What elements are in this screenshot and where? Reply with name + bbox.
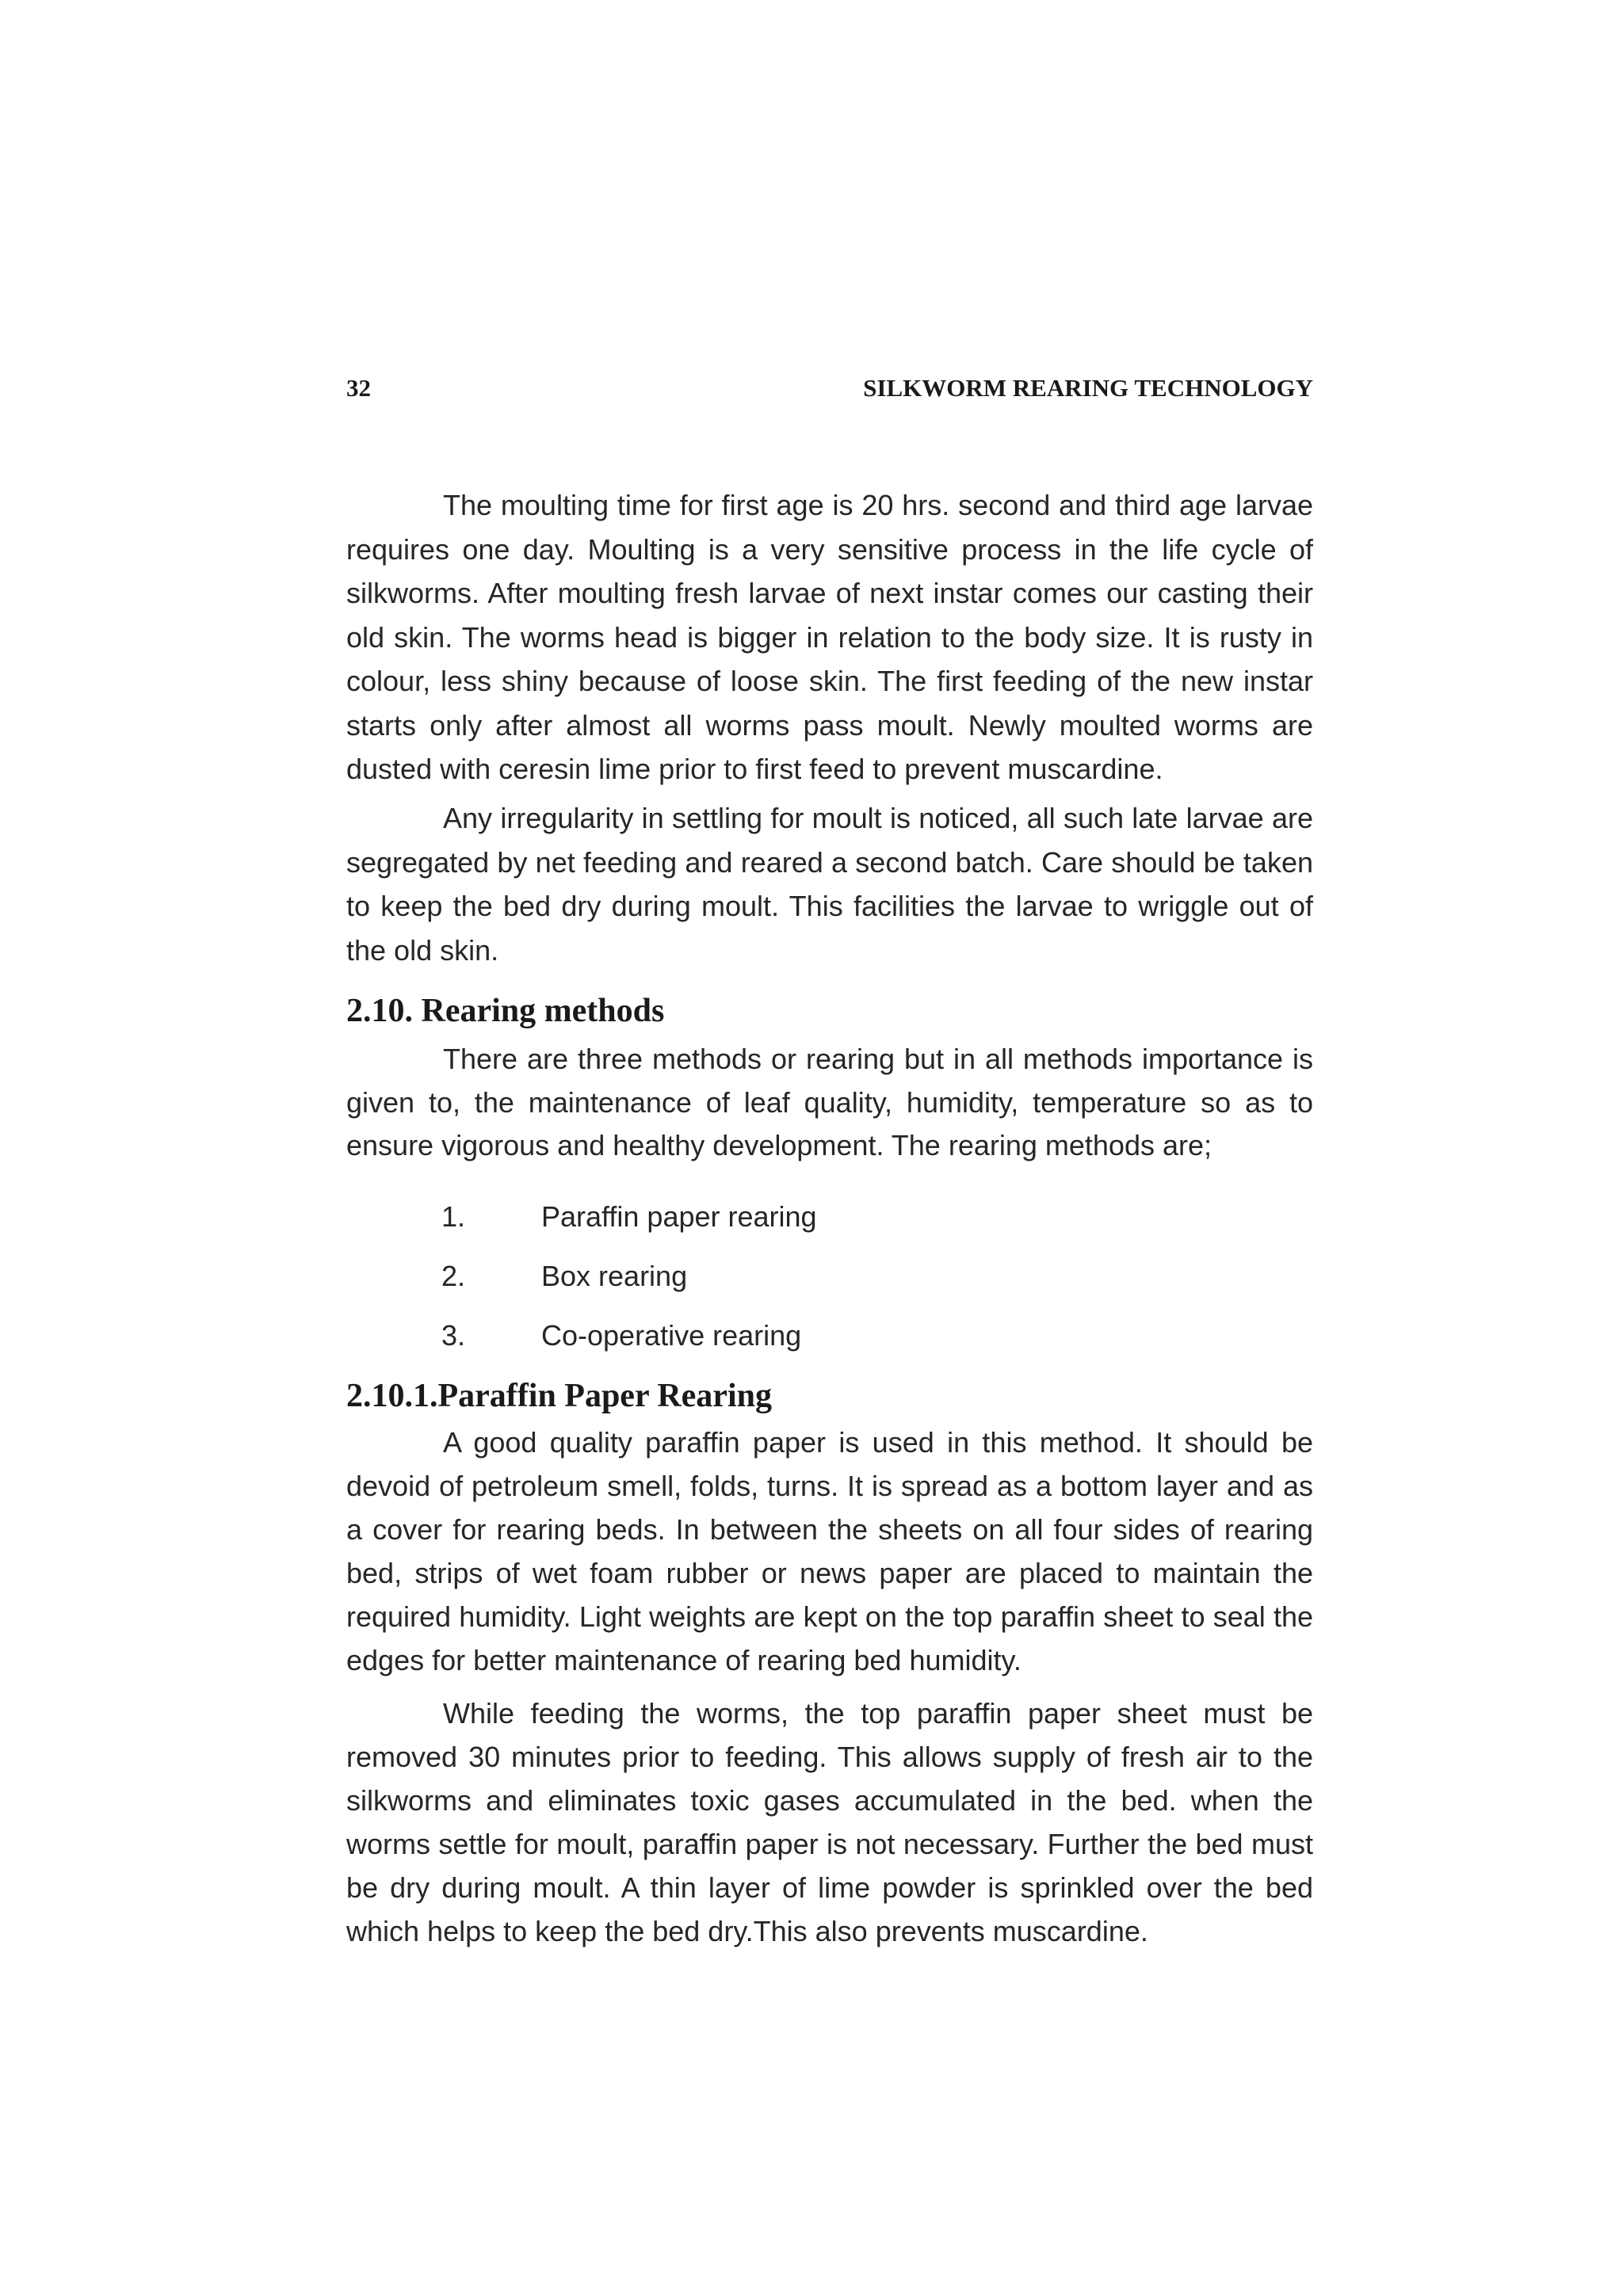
- moulting-paragraph-block: [346, 483, 1313, 791]
- section-heading-paraffin-paper-rearing: 2.10.1.Paraffin Paper Rearing: [346, 1378, 772, 1414]
- paraffin-paragraph-2-block: [346, 1691, 1313, 1953]
- list-item-number: 2.: [441, 1260, 466, 1292]
- methods-intro-paragraph: There are three methods or rearing but in all methods importance is given to, the maintenance of leaf quality, humidity, temperature so as to ensure vigorous and healthy development. The rearing methods are;: [346, 1043, 1313, 1161]
- irregularity-paragraph-block: [346, 796, 1313, 972]
- list-item-number: 1.: [441, 1200, 466, 1233]
- list-item-number: 3.: [441, 1319, 466, 1352]
- list-item: [441, 1315, 996, 1375]
- list-item-label: Box rearing: [541, 1260, 688, 1292]
- rearing-methods-list: [441, 1196, 996, 1375]
- paraffin-paragraph-1: A good quality paraffin paper is used in this method. It should be devoid of petroleum smell, folds, turns. It is spread as a bottom layer and as a cover for rearing beds. In between the sheets on all four sides of rearing bed, strips of wet foam rubber or news paper are placed to maintain the required humidity. Light weights are kept on the top paraffin sheet to seal the edges for better maintenance of rearing bed humidity.: [346, 1426, 1313, 1676]
- section-heading-rearing-methods: 2.10. Rearing methods: [346, 993, 665, 1029]
- paraffin-paragraph-1-block: [346, 1421, 1313, 1682]
- book-title: SILKWORM REARING TECHNOLOGY: [863, 374, 1313, 402]
- page-number: 32: [346, 374, 371, 402]
- running-head: [346, 372, 1313, 404]
- list-item: [441, 1196, 996, 1256]
- moulting-paragraph: The moulting time for first age is 20 hrs. second and third age larvae requires one day. Moulting is a very sensitive process in the life cycle of silkworms. After moulting fresh larvae of next instar comes our casting their old skin. The worms head is bigger in relation to the body size. It is rusty in colour, less shiny because of loose skin. The first feeding of the new instar starts only after almost all worms pass moult. Newly moulted worms are dusted with ceresin lime prior to first feed to prevent muscardine.: [346, 489, 1313, 785]
- list-item: [441, 1256, 996, 1315]
- list-item-label: Paraffin paper rearing: [541, 1200, 817, 1233]
- irregularity-paragraph: Any irregularity in settling for moult is noticed, all such late larvae are segregated by net feeding and reared a second batch. Care should be taken to keep the bed dry during moult. This facilities the larvae to wriggle out of the old skin.: [346, 802, 1313, 967]
- list-item-label: Co-operative rearing: [541, 1319, 802, 1352]
- methods-intro-block: [346, 1038, 1313, 1168]
- paraffin-paragraph-2: While feeding the worms, the top paraffin paper sheet must be removed 30 minutes prior to feeding. This allows supply of fresh air to the silkworms and eliminates toxic gases accumulated in the bed. when the worms settle for moult, paraffin paper is not necessary. Further the bed must be dry during moult. A thin layer of lime powder is sprinkled over the bed which helps to keep the bed dry.This also prevents muscardine.: [346, 1697, 1313, 1947]
